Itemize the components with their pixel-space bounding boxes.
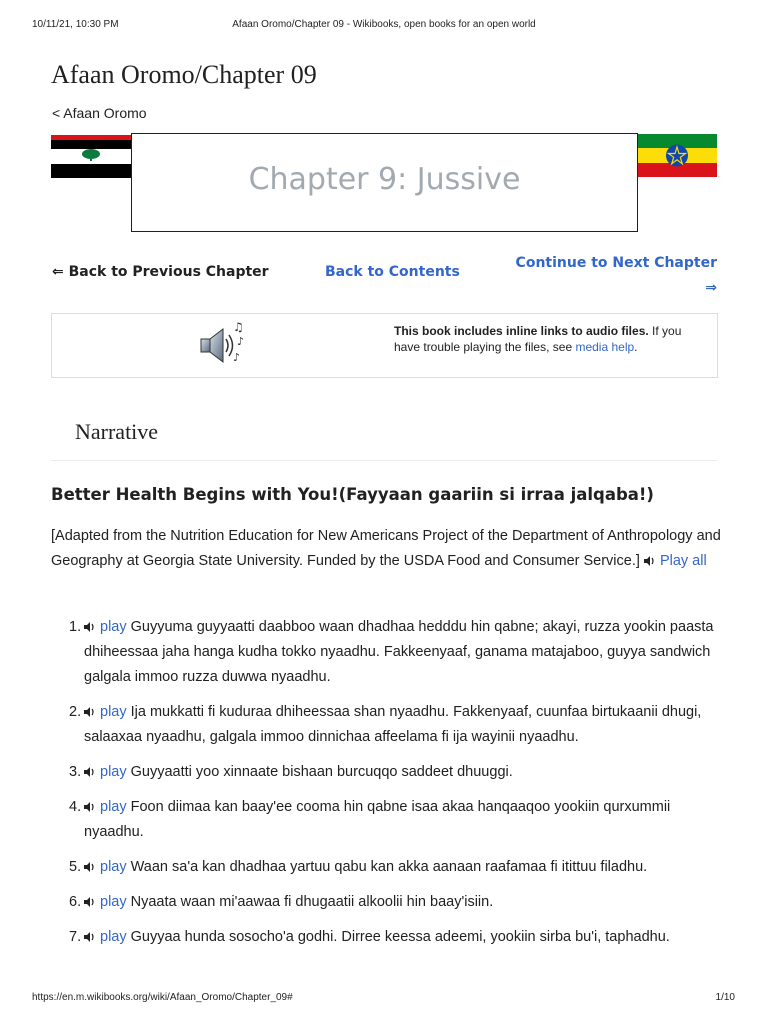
intro-text: [Adapted from the Nutrition Education for New Americans Project of the Department of Anthropology and Geography at Georgia State University. Funded by the USDA Food and Consumer Service.] — [51, 528, 721, 569]
heading-divider — [51, 460, 717, 461]
left-arrow-icon: ⇐ — [52, 264, 64, 280]
svg-text:♫: ♫ — [233, 320, 244, 334]
list-item — [51, 700, 721, 750]
chapter-banner — [131, 133, 638, 232]
audio-notice-end: . — [634, 340, 638, 354]
svg-text:♪: ♪ — [233, 351, 241, 364]
list-item — [51, 855, 721, 880]
item-text: Guyyaa hunda sosocho'a godhi. Dirree keessa adeemi, yookiin sirba bu'i, taphadhu. — [130, 929, 670, 945]
svg-text:♪: ♪ — [237, 335, 245, 348]
speaker-music-icon — [197, 319, 249, 371]
intro-paragraph — [51, 524, 721, 574]
audio-notice-box — [51, 313, 718, 378]
item-text: Guyyuma guyyaatti daabboo waan dhadhaa hedddu hin qabne; akayi, ruzza yookin paasta dhiheessaa jaha hanga kudha tokko nyaadhu. Fakkeenyaaf, ganama matajaboo, guyya sandwich galgala immoo ruzza duwwa nyaadhu. — [84, 619, 714, 685]
item-number: 6. — [69, 894, 82, 910]
oromo-flag-icon — [51, 135, 132, 178]
volume-icon — [84, 622, 96, 632]
volume-icon — [84, 802, 96, 812]
list-item — [51, 615, 721, 690]
item-text: Nyaata waan mi'aawaa fi dhugaatii alkoolii hin baay'isiin. — [130, 894, 494, 910]
volume-icon — [84, 767, 96, 777]
print-header — [0, 0, 768, 30]
list-item — [51, 795, 721, 845]
volume-icon — [84, 707, 96, 717]
section-heading: Narrative — [75, 419, 159, 444]
chapter-title: Chapter 9: Jussive — [248, 162, 521, 197]
item-text: Ija mukkatti fi kuduraa dhiheessaa shan nyaadhu. Fakkenyaaf, cuunfaa birtukaanii dhugi, salaaxaa nyaadhu, galgala immoo dinnichaa affeelama fi ija wayinii nyaadhu. — [84, 704, 702, 745]
contents-link[interactable]: Back to Contents — [325, 264, 460, 280]
item-number: 3. — [69, 764, 82, 780]
item-number: 2. — [69, 704, 82, 720]
play-link[interactable]: play — [100, 799, 127, 815]
list-item — [51, 760, 721, 785]
parent-breadcrumb-link[interactable]: < Afaan Oromo — [52, 105, 147, 121]
play-link[interactable]: play — [100, 894, 127, 910]
play-link[interactable]: play — [100, 619, 127, 635]
play-link[interactable]: play — [100, 859, 127, 875]
right-arrow-icon: ⇒ — [705, 280, 717, 296]
print-page-number: 1/10 — [715, 992, 735, 1003]
item-number: 5. — [69, 859, 82, 875]
print-url: https://en.m.wikibooks.org/wiki/Afaan_Oromo/Chapter_09# — [32, 992, 293, 1003]
play-link[interactable]: play — [100, 929, 127, 945]
print-timestamp: 10/11/21, 10:30 PM — [32, 19, 119, 30]
item-text: Waan sa'a kan dhadhaa yartuu qabu kan akka aanaan raafamaa fi itittuu filadhu. — [130, 859, 648, 875]
play-all-link[interactable]: Play all — [659, 553, 707, 569]
volume-icon — [644, 556, 656, 566]
item-number: 7. — [69, 929, 82, 945]
sentence-list — [51, 615, 721, 950]
list-item — [51, 890, 721, 915]
list-item — [51, 925, 721, 950]
play-link[interactable]: play — [100, 704, 127, 720]
media-help-link[interactable]: media help — [575, 340, 635, 354]
play-link[interactable]: play — [100, 764, 127, 780]
item-number: 1. — [69, 619, 82, 635]
prev-chapter-label: Back to Previous Chapter — [68, 264, 269, 280]
volume-icon — [84, 932, 96, 942]
volume-icon — [84, 897, 96, 907]
prev-chapter-link[interactable] — [52, 264, 269, 280]
page-title: Afaan Oromo/Chapter 09 — [51, 60, 317, 89]
next-chapter-link[interactable] — [480, 251, 717, 301]
volume-icon — [84, 862, 96, 872]
audio-notice-bold: This book includes inline links to audio files. — [394, 324, 649, 338]
item-number: 4. — [69, 799, 82, 815]
item-text: Guyyaatti yoo xinnaate bishaan burcuqqo saddeet dhuuggi. — [130, 764, 513, 780]
ethiopia-flag-icon — [637, 134, 717, 177]
audio-notice-text — [394, 323, 694, 355]
section-subheading: Better Health Begins with You!(Fayyaan gaariin si irraa jalqaba!) — [51, 485, 654, 504]
item-text: Foon diimaa kan baay'ee cooma hin qabne isaa akaa hanqaaqoo yookiin qurxummii nyaadhu. — [84, 799, 671, 840]
print-page-title: Afaan Oromo/Chapter 09 - Wikibooks, open books for an open world — [232, 19, 536, 30]
audio-notice-mid: If you have trouble playing the files, see — [394, 324, 682, 354]
next-chapter-label: Continue to Next Chapter — [515, 255, 717, 271]
